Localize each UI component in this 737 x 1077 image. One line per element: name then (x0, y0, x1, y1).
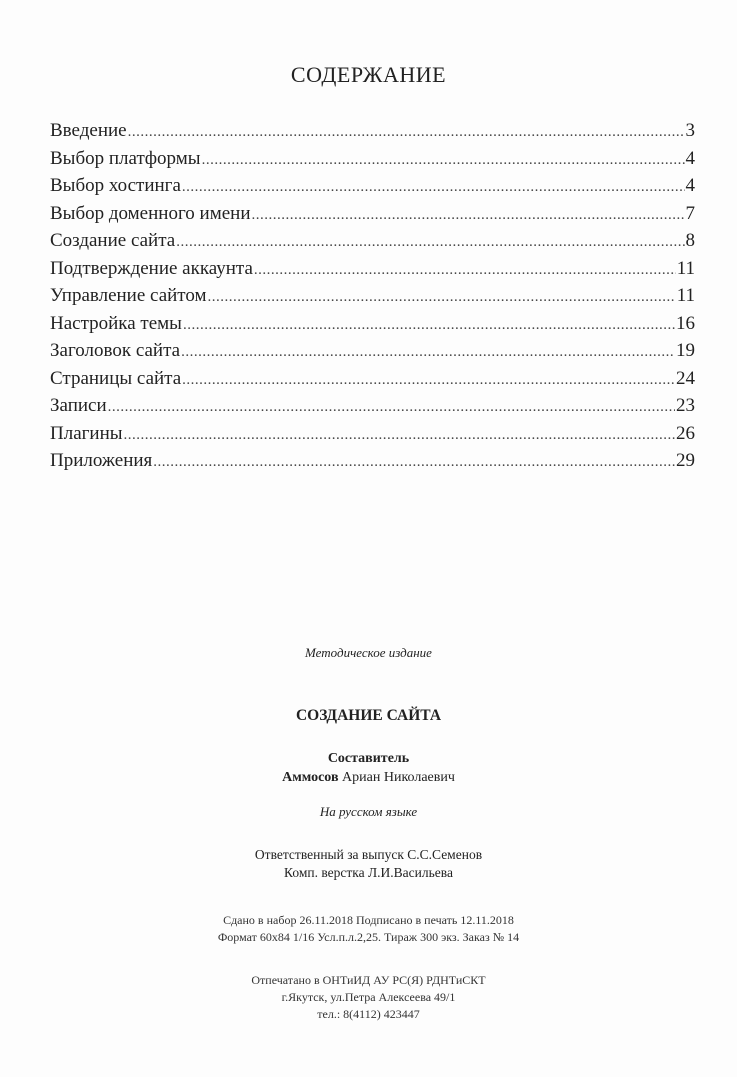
layout-editor: Комп. верстка Л.И.Васильева (284, 865, 453, 880)
toc-dot-leader (176, 234, 684, 251)
toc-entry-page: 3 (685, 120, 695, 141)
toc-entry (50, 368, 695, 396)
toc-dot-leader (108, 399, 675, 416)
toc-entry-page: 29 (676, 450, 695, 471)
toc-entry (50, 148, 695, 176)
toc-entry-page: 4 (685, 175, 695, 196)
toc-entry-label: Управление сайтом (50, 285, 207, 306)
toc-entry-label: Выбор доменного имени (50, 202, 251, 224)
imprint-block (0, 645, 737, 1023)
compiler-label: Составитель (327, 751, 410, 766)
responsible-editor: Ответственный за выпуск С.С.Семенов (254, 847, 483, 862)
toc-entry-label: Страницы сайта (50, 367, 182, 389)
toc-entry-label: Заголовок сайта (50, 340, 181, 361)
toc-entry-label: Подтверждение аккаунта (50, 257, 253, 279)
toc-entry-label: Выбор платформы (50, 147, 201, 169)
toc-entry (50, 203, 695, 231)
toc-entry-label: Выбор хостинга (50, 175, 181, 196)
printer-phone: тел.: 8(4112) 423447 (317, 1007, 420, 1021)
toc-entry (50, 340, 695, 368)
toc-entry-page: 23 (676, 395, 695, 416)
toc-entry-page: 4 (685, 147, 695, 169)
book-title: СОЗДАНИЕ САЙТА (295, 707, 442, 724)
toc-dot-leader (254, 262, 676, 279)
toc-entry-page: 26 (676, 422, 695, 444)
toc-dot-leader (124, 427, 675, 444)
toc-entry-label: Приложения (50, 450, 153, 471)
toc-dot-leader (182, 179, 685, 196)
toc-entry (50, 258, 695, 286)
toc-entry-page: 8 (685, 230, 695, 251)
toc-entry (50, 175, 695, 203)
toc-entry-page: 19 (676, 340, 695, 361)
toc-dot-leader (153, 454, 675, 471)
toc-entry-page: 7 (685, 202, 695, 224)
toc-entry (50, 120, 695, 148)
table-of-contents (50, 120, 695, 478)
toc-entry-page: 11 (676, 257, 695, 279)
toc-dot-leader (128, 124, 685, 141)
toc-dot-leader (208, 289, 676, 306)
toc-dot-leader (183, 317, 675, 334)
printer-name: Отпечатано в ОНТиИД АУ РС(Я) РДНТиСКТ (251, 973, 486, 987)
toc-entry-label: Введение (50, 120, 127, 141)
toc-dot-leader (202, 152, 685, 169)
toc-dot-leader (182, 372, 675, 389)
toc-entry (50, 423, 695, 451)
toc-entry-page: 11 (676, 285, 695, 306)
toc-entry (50, 450, 695, 478)
compiler-given-names: Ариан Николаевич (342, 770, 455, 785)
toc-entry-label: Записи (50, 395, 107, 416)
toc-entry (50, 395, 695, 423)
toc-entry (50, 285, 695, 313)
submitted-info: Сдано в набор 26.11.2018 Подписано в печать 12.11.2018 (223, 913, 514, 927)
toc-entry-page: 16 (676, 312, 695, 334)
toc-entry-label: Плагины (50, 422, 123, 444)
printer-address: г.Якутск, ул.Петра Алексеева 49/1 (281, 990, 456, 1004)
toc-entry (50, 230, 695, 258)
edition-type: Методическое издание (305, 645, 432, 660)
toc-entry (50, 313, 695, 341)
compiler-name (0, 768, 737, 787)
toc-dot-leader (251, 207, 684, 224)
toc-entry-label: Настройка темы (50, 312, 182, 334)
compiler-surname: Аммосов (282, 770, 339, 785)
toc-title: СОДЕРЖАНИЕ (290, 62, 447, 87)
toc-entry-label: Создание сайта (50, 230, 176, 251)
language-note: На русском языке (319, 804, 418, 819)
format-info: Формат 60х84 1/16 Усл.п.л.2,25. Тираж 300 экз. Заказ № 14 (217, 930, 520, 944)
toc-dot-leader (181, 344, 675, 361)
toc-entry-page: 24 (676, 367, 695, 389)
